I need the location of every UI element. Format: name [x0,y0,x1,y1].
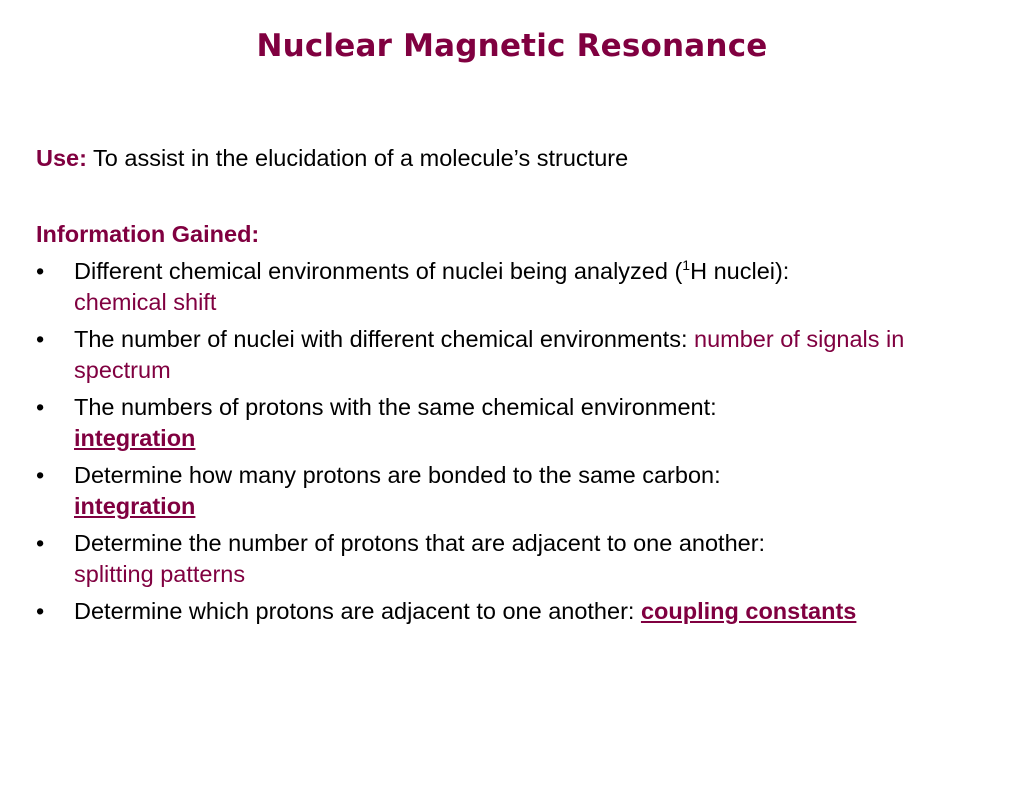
list-item-integration-1 [36,392,986,454]
integration-link[interactable]: integration [74,425,196,451]
superscript-mass-number: 1 [682,257,691,273]
bullet-text: Determine the number of protons that are adjacent to one another: [74,530,766,556]
information-gained-heading: Information Gained: [36,221,260,247]
list-item-number-of-signals [36,324,986,386]
use-line [36,145,628,172]
integration-link[interactable]: integration [74,493,196,519]
highlight-chemical-shift: chemical shift [74,289,217,315]
bullet-text: Determine which protons are adjacent to one another: [74,598,641,624]
bullet-text-continued: H nuclei): [690,258,790,284]
bullet-dot-icon: • [36,258,45,284]
bullet-dot-icon: • [36,326,45,352]
use-text: To assist in the elucidation of a molecule’s structure [86,145,629,171]
highlight-splitting-patterns: splitting patterns [74,561,246,587]
coupling-constants-link[interactable]: coupling constants [640,598,857,624]
information-list [36,256,986,633]
slide-title: Nuclear Magnetic Resonance [256,28,768,64]
bullet-text: The number of nuclei with different chemical environments: [74,326,695,352]
bullet-text: Different chemical environments of nuclei being analyzed ( [74,258,683,284]
bullet-text: The numbers of protons with the same chemical environment: [74,394,717,420]
list-item-integration-2 [36,460,986,522]
list-item-coupling-constants [36,596,986,627]
highlight-number-of-signals: number of signals in spectrum [74,326,905,383]
use-label: Use: [36,145,87,171]
bullet-dot-icon: • [36,462,45,488]
bullet-text: Determine how many protons are bonded to the same carbon: [74,462,721,488]
bullet-dot-icon: • [36,530,45,556]
list-item-splitting-patterns [36,528,986,590]
list-item-chemical-shift [36,256,986,318]
bullet-dot-icon: • [36,598,45,624]
bullet-dot-icon: • [36,394,45,420]
